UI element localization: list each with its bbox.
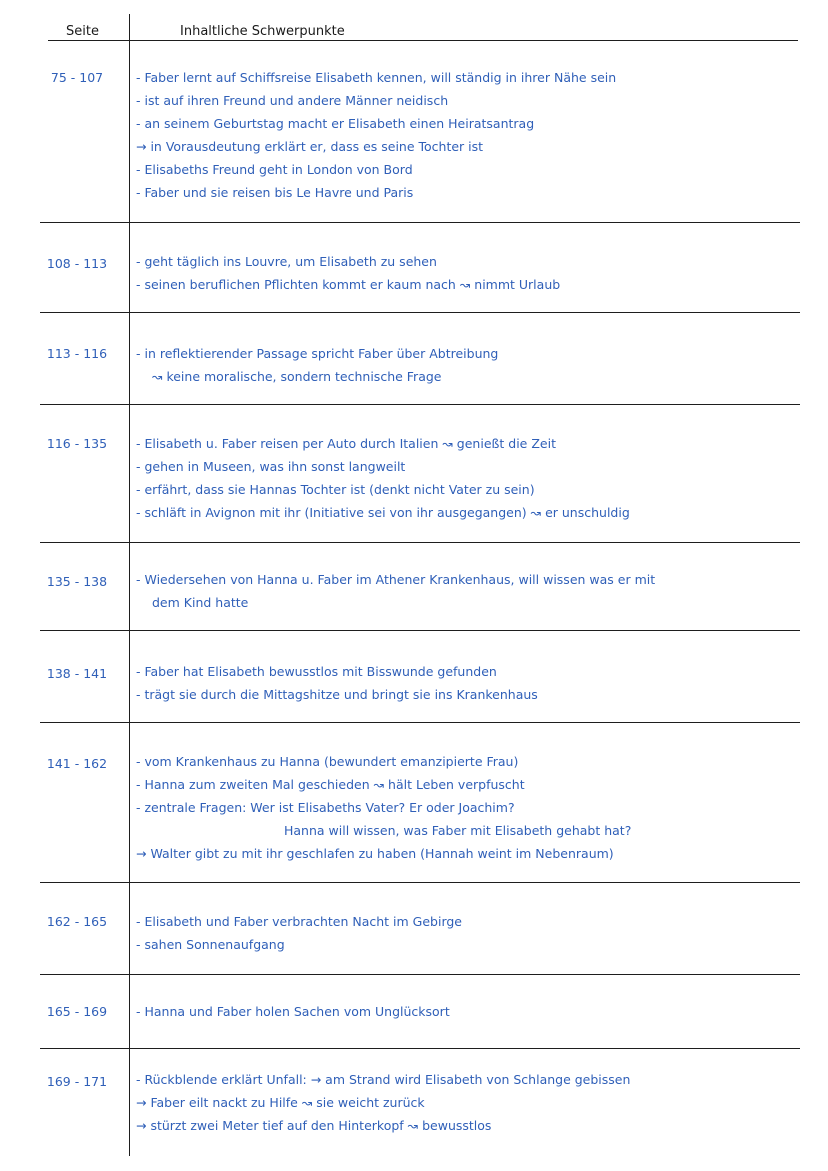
page-range: 138 - 141 xyxy=(46,666,108,681)
row-separator xyxy=(40,542,800,543)
note-line: ↝ keine moralische, sondern technische Frage xyxy=(152,369,442,384)
note-line: - vom Krankenhaus zu Hanna (bewundert emanzipierte Frau) xyxy=(136,754,519,769)
row-separator xyxy=(40,722,800,723)
column-divider xyxy=(129,14,130,1156)
note-line: - Faber und sie reisen bis Le Havre und Paris xyxy=(136,185,414,200)
row-content xyxy=(136,910,798,956)
note-line: - Elisabeth und Faber verbrachten Nacht im Gebirge xyxy=(136,914,462,929)
row-content xyxy=(136,250,798,296)
column-header-page: Seite xyxy=(66,24,99,39)
note-line: → in Vorausdeutung erklärt er, dass es seine Tochter ist xyxy=(136,139,484,154)
note-line: → stürzt zwei Meter tief auf den Hinterkopf ↝ bewusstlos xyxy=(136,1118,492,1133)
note-line: - zentrale Fragen: Wer ist Elisabeths Vater? Er oder Joachim? xyxy=(136,800,515,815)
note-line: - Hanna zum zweiten Mal geschieden ↝ hält Leben verpfuscht xyxy=(136,777,525,792)
row-separator xyxy=(40,882,800,883)
header-rule xyxy=(48,40,798,41)
note-line: - an seinem Geburtstag macht er Elisabeth einen Heiratsantrag xyxy=(136,116,535,131)
note-line: - in reflektierender Passage spricht Faber über Abtreibung xyxy=(136,346,499,361)
page-range: 169 - 171 xyxy=(46,1074,108,1089)
row-content xyxy=(136,660,798,706)
row-separator xyxy=(40,630,800,631)
row-content xyxy=(136,568,798,614)
page-range: 135 - 138 xyxy=(46,574,108,589)
page-range: 141 - 162 xyxy=(46,756,108,771)
note-line: Hanna will wissen, was Faber mit Elisabeth gehabt hat? xyxy=(284,823,632,838)
row-separator xyxy=(40,974,800,975)
page-range: 165 - 169 xyxy=(46,1004,108,1019)
page-range: 75 - 107 xyxy=(50,70,104,85)
page-range: 113 - 116 xyxy=(46,346,108,361)
row-separator xyxy=(40,222,800,223)
note-line: - Faber hat Elisabeth bewusstlos mit Bisswunde gefunden xyxy=(136,664,497,679)
row-content xyxy=(136,1068,798,1137)
note-line: - ist auf ihren Freund und andere Männer neidisch xyxy=(136,93,449,108)
note-line: - Hanna und Faber holen Sachen vom Unglücksort xyxy=(136,1004,450,1019)
note-line: - schläft in Avignon mit ihr (Initiative sei von ihr ausgegangen) ↝ er unschuldig xyxy=(136,505,630,520)
page-range: 108 - 113 xyxy=(46,256,108,271)
row-separator xyxy=(40,312,800,313)
note-line: - Elisabeth u. Faber reisen per Auto durch Italien ↝ genießt die Zeit xyxy=(136,436,556,451)
page-range: 116 - 135 xyxy=(46,436,108,451)
note-line: - Wiedersehen von Hanna u. Faber im Athener Krankenhaus, will wissen was er mit xyxy=(136,572,656,587)
row-content xyxy=(136,750,798,865)
note-line: - seinen beruflichen Pflichten kommt er kaum nach ↝ nimmt Urlaub xyxy=(136,277,561,292)
note-line: - sahen Sonnenaufgang xyxy=(136,937,285,952)
row-separator xyxy=(40,404,800,405)
row-content xyxy=(136,1000,798,1023)
row-content xyxy=(136,66,798,204)
page-range: 162 - 165 xyxy=(46,914,108,929)
note-line: - trägt sie durch die Mittagshitze und bringt sie ins Krankenhaus xyxy=(136,687,538,702)
note-line: → Walter gibt zu mit ihr geschlafen zu haben (Hannah weint im Nebenraum) xyxy=(136,846,614,861)
note-line: - geht täglich ins Louvre, um Elisabeth zu sehen xyxy=(136,254,437,269)
row-separator xyxy=(40,1048,800,1049)
row-content xyxy=(136,342,798,388)
note-line: - Rückblende erklärt Unfall: → am Strand wird Elisabeth von Schlange gebissen xyxy=(136,1072,631,1087)
note-line: - gehen in Museen, was ihn sonst langweilt xyxy=(136,459,406,474)
note-line: dem Kind hatte xyxy=(152,595,249,610)
note-line: → Faber eilt nackt zu Hilfe ↝ sie weicht zurück xyxy=(136,1095,425,1110)
note-line: - erfährt, dass sie Hannas Tochter ist (denkt nicht Vater zu sein) xyxy=(136,482,535,497)
note-line: - Elisabeths Freund geht in London von Bord xyxy=(136,162,413,177)
note-line: - Faber lernt auf Schiffsreise Elisabeth kennen, will ständig in ihrer Nähe sein xyxy=(136,70,617,85)
column-header-content: Inhaltliche Schwerpunkte xyxy=(180,24,345,39)
row-content xyxy=(136,432,798,524)
